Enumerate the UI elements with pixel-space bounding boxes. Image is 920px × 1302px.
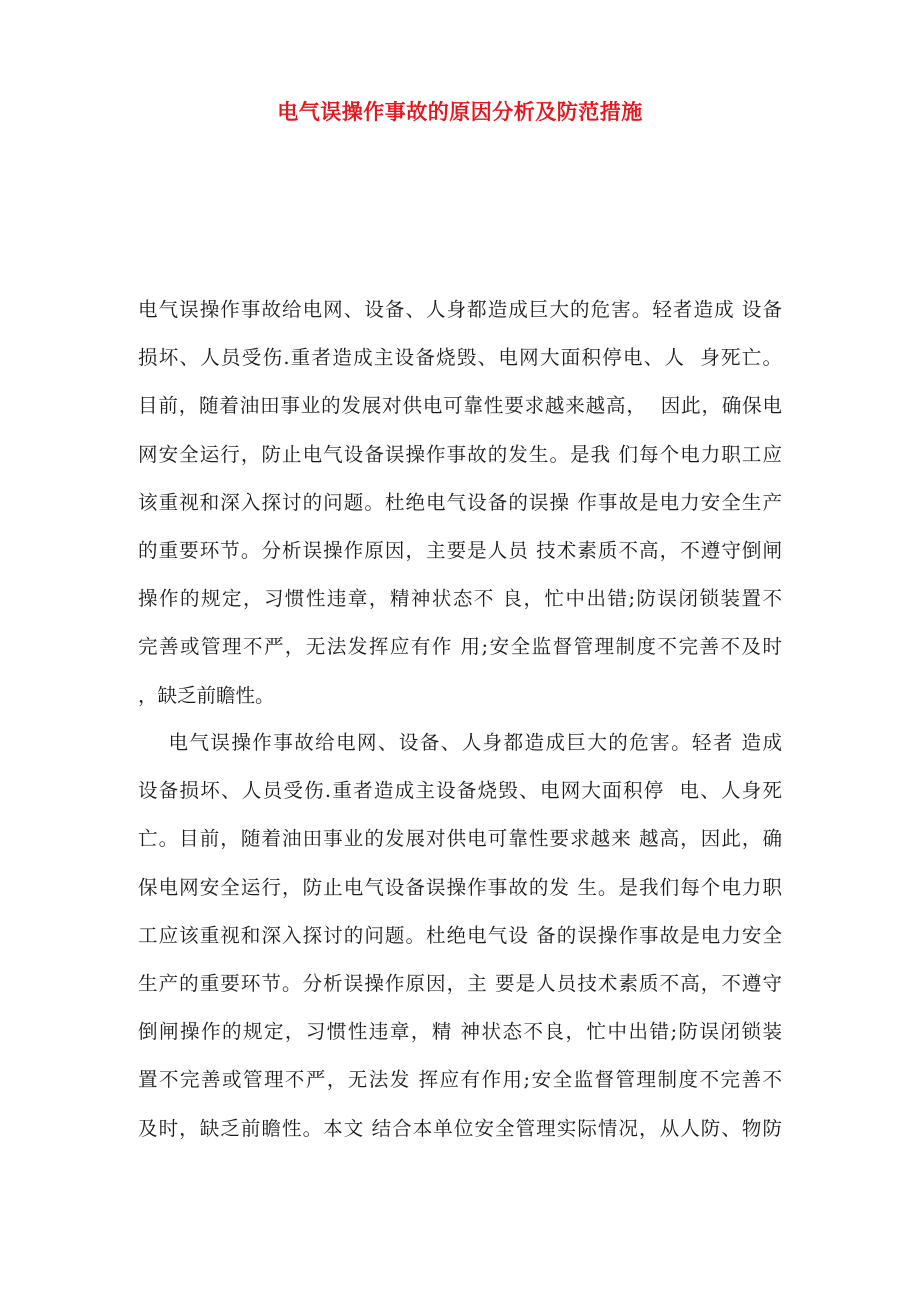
text-line: 操作的规定，习惯性违章，精神状态不 良，忙中出错;防误闭锁装置不 <box>138 587 782 611</box>
paragraph-1 <box>138 286 782 720</box>
paragraph-2 <box>138 719 782 1153</box>
text-line: 目前，随着油田事业的发展对供电可靠性要求越来越高， 因此，确保电 <box>138 394 782 418</box>
document-title: 电气误操作事故的原因分析及防范措施 <box>277 100 643 124</box>
text-line: 网安全运行，防止电气设备误操作事故的发生。是我 们每个电力职工应 <box>138 442 782 466</box>
text-line: 设备损坏、人员受伤.重者造成主设备烧毁、电网大面积停 电、人身死 <box>138 779 782 803</box>
text-line: 保电网安全运行，防止电气设备误操作事故的发 生。是我们每个电力职 <box>138 875 782 899</box>
text-line: 损坏、人员受伤.重者造成主设备烧毁、电网大面积停电、人 身死亡。 <box>138 346 782 370</box>
text-line: 生产的重要环节。分析误操作原因，主 要是人员技术素质不高，不遵守 <box>138 971 782 995</box>
text-line: 完善或管理不严，无法发挥应有作 用;安全监督管理制度不完善不及时 <box>138 635 782 659</box>
text-line: 及时，缺乏前瞻性。本文 结合本单位安全管理实际情况，从人防、物防 <box>138 1116 782 1140</box>
text-line: 倒闸操作的规定，习惯性违章，精 神状态不良，忙中出错;防误闭锁装 <box>138 1020 782 1044</box>
text-line: 该重视和深入探讨的问题。杜绝电气设备的误操 作事故是电力安全生产 <box>138 490 782 514</box>
text-line: 电气误操作事故给电网、设备、人身都造成巨大的危害。轻者 造成 <box>138 731 782 754</box>
text-line: ，缺乏前瞻性。 <box>138 683 275 707</box>
text-line: 的重要环节。分析误操作原因，主要是人员 技术素质不高，不遵守倒闸 <box>138 538 782 562</box>
text-line: 亡。目前，随着油田事业的发展对供电可靠性要求越来 越高，因此，确 <box>138 827 782 851</box>
text-line: 电气误操作事故给电网、设备、人身都造成巨大的危害。轻者造成 设备 <box>138 298 782 321</box>
text-line: 置不完善或管理不严，无法发 挥应有作用;安全监督管理制度不完善不 <box>138 1068 782 1092</box>
text-line: 工应该重视和深入探讨的问题。杜绝电气设 备的误操作事故是电力安全 <box>138 923 782 947</box>
